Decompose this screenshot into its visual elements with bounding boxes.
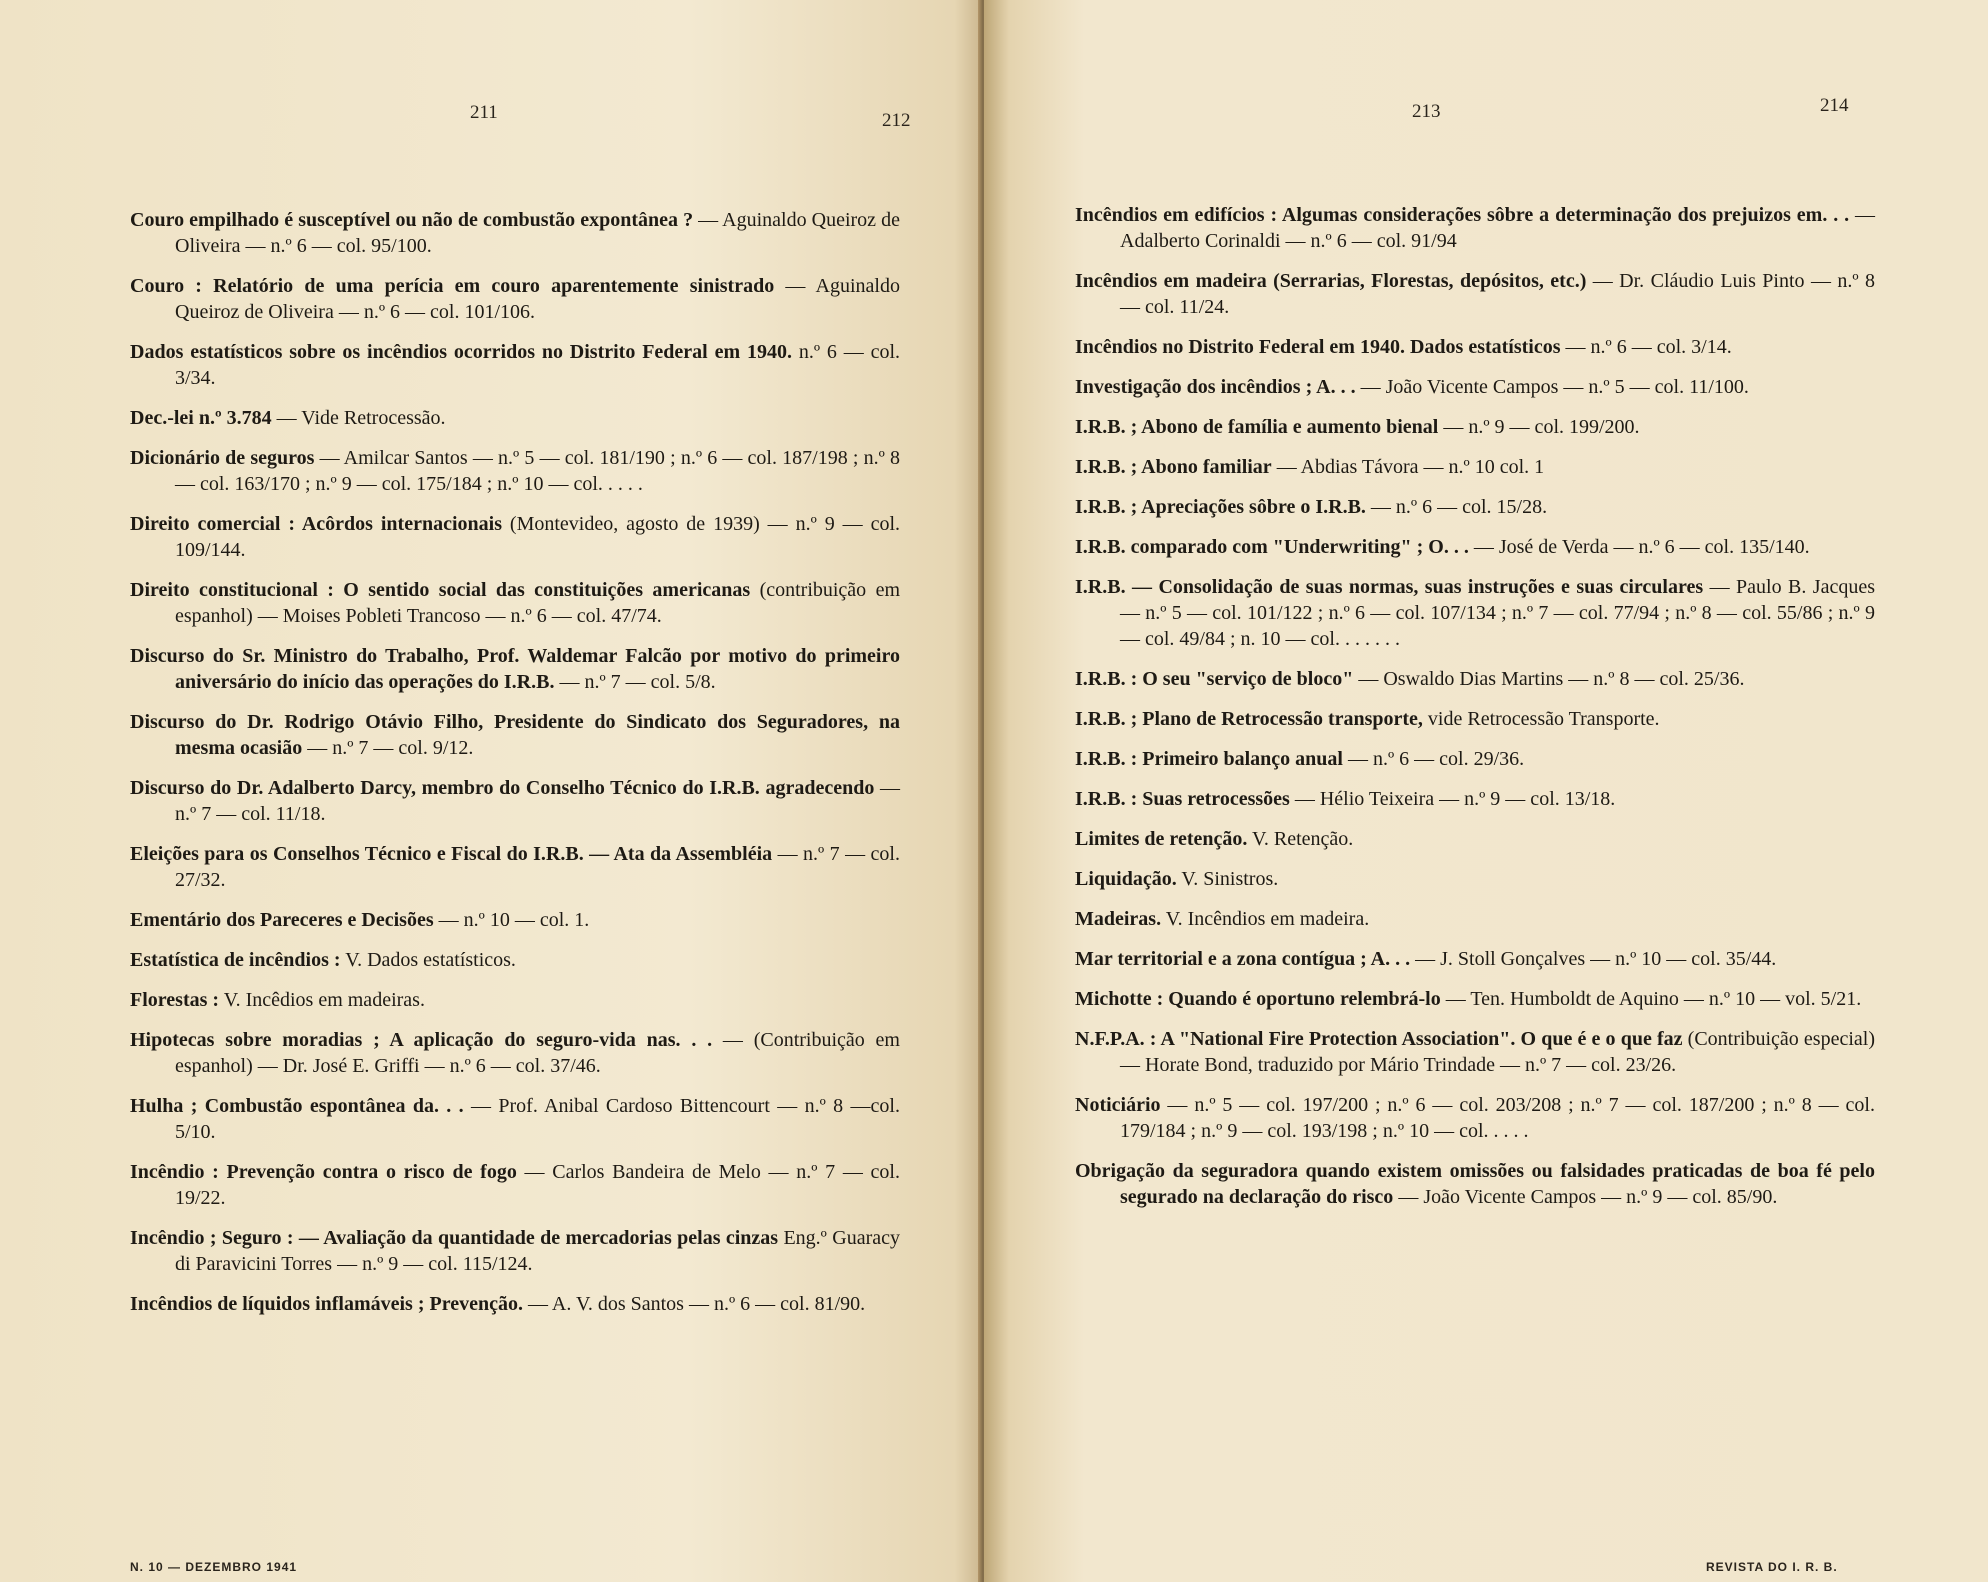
- entry-reference: V. Incêdios em madeiras.: [219, 989, 425, 1011]
- entry-heading: N.F.P.A. : A "National Fire Protection Association". O que é e o que faz: [1075, 1028, 1683, 1050]
- entry-reference: — (Contribuição em espanhol) — Dr. José E. Griffi — n.º 6 — col. 37/46.: [175, 1029, 900, 1077]
- index-entry: [130, 207, 900, 259]
- entry-heading: Discurso do Dr. Adalberto Darcy, membro do Conselho Técnico do I.R.B. agradecendo: [130, 777, 875, 799]
- entry-reference: — Amilcar Santos — n.º 5 — col. 181/190 ; n.º 6 — col. 187/198 ; n.º 8 — col. 163/170 ; n.º 9 — col. 175/184 ; n.º 10 — col. . . . .: [175, 447, 900, 495]
- page-number-212: 212: [882, 110, 911, 131]
- index-entry: [1075, 986, 1875, 1012]
- entry-reference: Eng.º Guaracy di Paravicini Torres — n.º 9 — col. 115/124.: [175, 1227, 900, 1275]
- entry-reference: — João Vicente Campos — n.º 5 — col. 11/100.: [1355, 376, 1749, 398]
- entry-reference: — Dr. Cláudio Luis Pinto — n.º 8 — col. 11/24.: [1120, 270, 1875, 318]
- entry-heading: Discurso do Dr. Rodrigo Otávio Filho, Presidente do Sindicato dos Seguradores, na mesma ocasião: [130, 711, 900, 759]
- entry-heading: Incêndio ; Seguro : — Avaliação da quantidade de mercadorias pelas cinzas: [130, 1227, 779, 1249]
- entry-heading: I.R.B. — Consolidação de suas normas, suas instruções e suas circulares: [1075, 576, 1704, 598]
- entry-reference: — Carlos Bandeira de Melo — n.º 7 — col. 19/22.: [175, 1161, 900, 1209]
- entry-heading: Incêndio : Prevenção contra o risco de fogo: [130, 1161, 517, 1183]
- entry-heading: I.R.B. : Primeiro balanço anual: [1075, 748, 1343, 770]
- entry-reference: — J. Stoll Gonçalves — n.º 10 — col. 35/44.: [1410, 948, 1777, 970]
- index-entry: [1075, 746, 1875, 772]
- entry-reference: — Hélio Teixeira — n.º 9 — col. 13/18.: [1289, 788, 1616, 810]
- entry-heading: I.R.B. comparado com "Underwriting" ; O. . .: [1075, 536, 1469, 558]
- entry-reference: — n.º 7 — col. 11/18.: [175, 777, 901, 825]
- index-entry: [1075, 454, 1875, 480]
- index-entry: [1075, 946, 1875, 972]
- entry-heading: Mar territorial e a zona contígua ; A. . .: [1075, 948, 1411, 970]
- entry-heading: Incêndios em edifícios : Algumas considerações sôbre a determinação dos prejuizos em. . .: [1075, 204, 1850, 226]
- index-entry: [130, 987, 900, 1013]
- index-entry: [130, 1225, 900, 1277]
- page-number-213: 213: [1412, 101, 1441, 122]
- entry-reference: — Vide Retrocessão.: [271, 407, 446, 429]
- entry-heading: Michotte : Quando é oportuno relembrá-lo: [1075, 988, 1441, 1010]
- entry-reference: — n.º 6 — col. 29/36.: [1342, 748, 1525, 770]
- entry-reference: — n.º 7 — col. 27/32.: [175, 843, 900, 891]
- entry-heading: I.R.B. : O seu "serviço de bloco": [1075, 668, 1354, 690]
- index-entry: [1075, 202, 1875, 254]
- index-entry: [1075, 374, 1875, 400]
- entry-heading: Liquidação.: [1075, 868, 1177, 890]
- entry-reference: — n.º 7 — col. 5/8.: [554, 671, 716, 693]
- index-entry: [130, 1291, 900, 1317]
- index-entry: [130, 1093, 900, 1145]
- index-entry: [130, 709, 900, 761]
- entry-heading: Florestas :: [130, 989, 220, 1011]
- index-entry: [1075, 1158, 1875, 1210]
- entry-heading: I.R.B. ; Plano de Retrocessão transporte,: [1075, 708, 1423, 730]
- entry-reference: V. Sinistros.: [1176, 868, 1279, 890]
- right-index-column: [1075, 202, 1875, 1224]
- entry-reference: — n.º 9 — col. 199/200.: [1438, 416, 1640, 438]
- index-entry: [130, 405, 900, 431]
- entry-heading: Incêndios no Distrito Federal em 1940. Dados estatísticos: [1075, 336, 1561, 358]
- entry-reference: n.º 6 — col. 3/34.: [175, 341, 901, 389]
- index-entry: [130, 775, 900, 827]
- left-page: [0, 0, 984, 1582]
- entry-reference: — n.º 7 — col. 9/12.: [302, 737, 474, 759]
- entry-reference: (Montevideo, agosto de 1939) — n.º 9 — col. 109/144.: [175, 513, 900, 561]
- footer-journal: REVISTA DO I. R. B.: [1706, 1560, 1838, 1574]
- entry-heading: Incêndios de líquidos inflamáveis ; Prevenção.: [130, 1293, 523, 1315]
- index-entry: [130, 273, 900, 325]
- entry-reference: — Aguinaldo Queiroz de Oliveira — n.º 6 — col. 101/106.: [175, 275, 900, 323]
- entry-heading: Madeiras.: [1075, 908, 1162, 930]
- entry-heading: Couro : Relatório de uma perícia em couro aparentemente sinistrado: [130, 275, 775, 297]
- entry-heading: I.R.B. : Suas retrocessões: [1075, 788, 1290, 810]
- entry-reference: — Adalberto Corinaldi — n.º 6 — col. 91/94: [1120, 204, 1875, 252]
- page-number-214: 214: [1820, 95, 1849, 116]
- entry-reference: — Abdias Távora — n.º 10 col. 1: [1271, 456, 1545, 478]
- index-entry: [1075, 494, 1875, 520]
- index-entry: [1075, 1092, 1875, 1144]
- entry-heading: Hulha ; Combustão espontânea da. . .: [130, 1095, 464, 1117]
- entry-reference: (Contribuição especial) — Horate Bond, traduzido por Mário Trindade — n.º 7 — col. 23/26.: [1120, 1028, 1875, 1076]
- entry-reference: — n.º 5 — col. 197/200 ; n.º 6 — col. 203/208 ; n.º 7 — col. 187/200 ; n.º 8 — col. 179/184 ; n.º 9 — col. 193/198 ; n.º 10 — col. . . . .: [1120, 1094, 1875, 1142]
- index-entry: [1075, 574, 1875, 652]
- index-entry: [130, 1027, 900, 1079]
- entry-heading: Direito constitucional : O sentido social das constituições americanas: [130, 579, 751, 601]
- index-entry: [130, 339, 900, 391]
- entry-heading: Estatística de incêndios :: [130, 949, 341, 971]
- entry-heading: Couro empilhado é susceptível ou não de combustão expontânea ?: [130, 209, 694, 231]
- entry-heading: I.R.B. ; Abono de família e aumento bienal: [1075, 416, 1439, 438]
- entry-heading: Hipotecas sobre moradias ; A aplicação do seguro-vida nas. . .: [130, 1029, 713, 1051]
- footer-issue: N. 10 — DEZEMBRO 1941: [130, 1560, 298, 1574]
- index-entry: [130, 643, 900, 695]
- entry-heading: I.R.B. ; Apreciações sôbre o I.R.B.: [1075, 496, 1366, 518]
- entry-heading: Direito comercial : Acôrdos internacionais: [130, 513, 502, 535]
- index-entry: [130, 445, 900, 497]
- entry-heading: Ementário dos Pareceres e Decisões: [130, 909, 434, 931]
- entry-heading: Dec.-lei n.º 3.784: [130, 407, 272, 429]
- entry-reference: — n.º 6 — col. 3/14.: [1560, 336, 1732, 358]
- index-entry: [130, 947, 900, 973]
- entry-reference: — Prof. Anibal Cardoso Bittencourt — n.º 8 —col. 5/10.: [175, 1095, 900, 1143]
- entry-reference: V. Retenção.: [1247, 828, 1354, 850]
- entry-reference: — Oswaldo Dias Martins — n.º 8 — col. 25/36.: [1353, 668, 1745, 690]
- entry-heading: Investigação dos incêndios ; A. . .: [1075, 376, 1356, 398]
- index-entry: [1075, 334, 1875, 360]
- entry-reference: — A. V. dos Santos — n.º 6 — col. 81/90.: [523, 1293, 866, 1315]
- index-entry: [1075, 414, 1875, 440]
- entry-reference: V. Incêndios em madeira.: [1161, 908, 1370, 930]
- index-entry: [1075, 666, 1875, 692]
- entry-heading: Limites de retenção.: [1075, 828, 1248, 850]
- entry-heading: Dados estatísticos sobre os incêndios ocorridos no Distrito Federal em 1940.: [130, 341, 792, 363]
- entry-heading: Eleições para os Conselhos Técnico e Fiscal do I.R.B. — Ata da Assembléia: [130, 843, 773, 865]
- index-entry: [130, 511, 900, 563]
- right-page: [984, 0, 1988, 1582]
- left-index-column: [130, 207, 900, 1331]
- index-entry: [130, 1159, 900, 1211]
- index-entry: [1075, 534, 1875, 560]
- entry-reference: (contribuição em espanhol) — Moises Pobleti Trancoso — n.º 6 — col. 47/74.: [175, 579, 900, 627]
- index-entry: [130, 907, 900, 933]
- entry-reference: — Aguinaldo Queiroz de Oliveira — n.º 6 — col. 95/100.: [175, 209, 900, 257]
- index-entry: [1075, 786, 1875, 812]
- index-entry: [1075, 706, 1875, 732]
- entry-reference: — João Vicente Campos — n.º 9 — col. 85/90.: [1393, 1186, 1778, 1208]
- entry-heading: Incêndios em madeira (Serrarias, Florestas, depósitos, etc.): [1075, 270, 1587, 292]
- entry-reference: — José de Verda — n.º 6 — col. 135/140.: [1468, 536, 1810, 558]
- entry-reference: — n.º 6 — col. 15/28.: [1365, 496, 1548, 518]
- entry-reference: — Ten. Humboldt de Aquino — n.º 10 — vol. 5/21.: [1440, 988, 1862, 1010]
- entry-heading: Noticiário: [1075, 1094, 1161, 1116]
- entry-reference: — n.º 10 — col. 1.: [433, 909, 590, 931]
- entry-reference: — Paulo B. Jacques — n.º 5 — col. 101/122 ; n.º 6 — col. 107/134 ; n.º 7 — col. 77/94 ; n.º 8 — col. 55/86 ; n.º 9 — col. 49/84 ; n. 10 — col. . . . . . .: [1120, 576, 1876, 650]
- index-entry: [130, 841, 900, 893]
- entry-reference: vide Retrocessão Transporte.: [1422, 708, 1660, 730]
- index-entry: [1075, 1026, 1875, 1078]
- index-entry: [1075, 866, 1875, 892]
- entry-heading: I.R.B. ; Abono familiar: [1075, 456, 1272, 478]
- index-entry: [130, 577, 900, 629]
- entry-heading: Dicionário de seguros: [130, 447, 315, 469]
- entry-reference: V. Dados estatísticos.: [340, 949, 516, 971]
- index-entry: [1075, 268, 1875, 320]
- page-number-211: 211: [470, 102, 498, 123]
- index-entry: [1075, 906, 1875, 932]
- entry-heading: Discurso do Sr. Ministro do Trabalho, Prof. Waldemar Falcão por motivo do primeiro aniversário do início das operações do I.R.B.: [130, 645, 900, 693]
- entry-heading: Obrigação da seguradora quando existem omissões ou falsidades praticadas de boa fé pelo segurado na declaração do risco: [1075, 1160, 1875, 1208]
- index-entry: [1075, 826, 1875, 852]
